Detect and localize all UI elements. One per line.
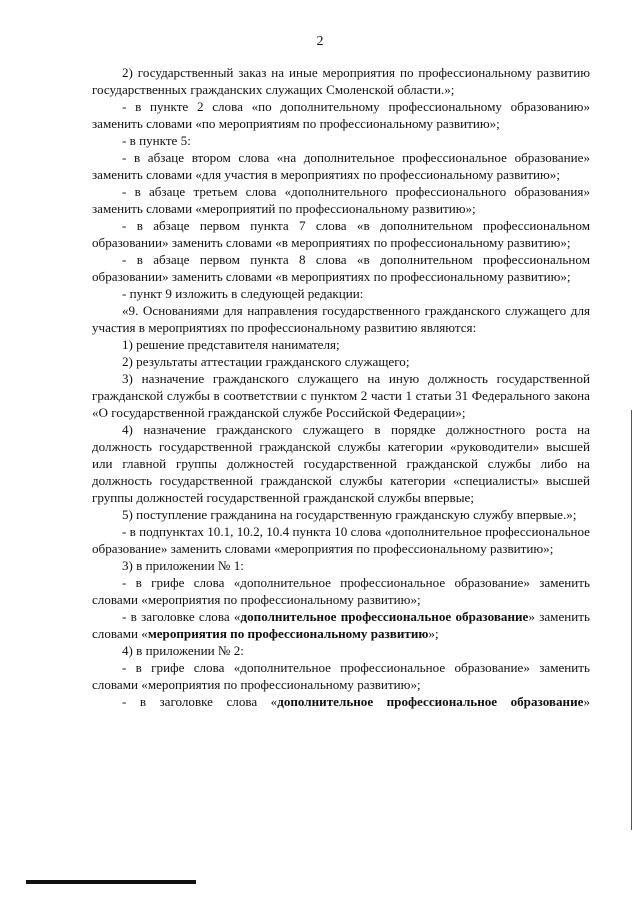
paragraph: - в пункте 2 слова «по дополнительному профессиональному образованию» заменить словами «по мероприятиям по профессиональному развитию»; (92, 99, 594, 131)
paragraph: - в абзаце первом пункта 8 слова «в дополнительном профессиональном образовании» заменить словами «в мероприятиях по профессиональному развитию»; (92, 252, 594, 284)
paragraph: 1) решение представителя нанимателя; (122, 337, 340, 352)
bold-text: дополнительное профессиональное образование (240, 609, 529, 624)
text-span: - в заголовке слова « (122, 609, 241, 624)
bold-text: дополнительное профессиональное образование (277, 694, 584, 709)
paragraph: 3) в приложении № 1: (122, 558, 244, 573)
paragraph (92, 608, 594, 642)
scan-bottom-mark (26, 880, 196, 884)
paragraph: «9. Основаниями для направления государственного гражданского служащего для участия в мероприятиях по профессиональному развитию являются: (92, 303, 594, 335)
bold-text: мероприятия по профессиональному развитию (147, 626, 429, 641)
paragraph: - в абзаце третьем слова «дополнительного профессионального образования» заменить словами «мероприятий по профессиональному развитию»; (92, 184, 594, 216)
page-number: 2 (316, 34, 324, 49)
paragraph: - в подпунктах 10.1, 10.2, 10.4 пункта 10 слова «дополнительное профессиональное образование» заменить словами «мероприятия по профессиональному развитию»; (92, 524, 594, 556)
paragraph: - в абзаце первом пункта 7 слова «в дополнительном профессиональном образовании» заменить словами «в мероприятиях по профессиональному развитию»; (92, 218, 594, 250)
paragraph: 2) государственный заказ на иные мероприятия по профессиональному развитию государственных гражданских служащих Смоленской области.»; (92, 65, 594, 97)
document-body (92, 64, 594, 710)
scan-edge-line (631, 410, 632, 830)
paragraph: - в грифе слова «дополнительное профессиональное образование» заменить словами «мероприятия по профессиональному развитию»; (92, 575, 594, 607)
paragraph: 5) поступление гражданина на государственную гражданскую службу впервые.»; (122, 507, 577, 522)
paragraph: 3) назначение гражданского служащего на иную должность государственной гражданской службы в соответствии с пунктом 2 части 1 статьи 31 Федерального закона «О государственной гражданской службе Российской Федерации»; (92, 371, 594, 420)
text-span: - в заголовке слова « (122, 694, 278, 709)
paragraph: - пункт 9 изложить в следующей редакции: (122, 286, 364, 301)
paragraph (92, 693, 590, 710)
paragraph: 2) результаты аттестации гражданского служащего; (122, 354, 410, 369)
paragraph: - в абзаце втором слова «на дополнительное профессиональное образование» заменить словами «для участия в мероприятиях по профессиональному развитию»; (92, 150, 594, 182)
text-span: » заменить словами « (92, 609, 594, 641)
paragraph: 4) назначение гражданского служащего в порядке должностного роста на должность государственной гражданской службы категории «руководители» высшей или главной группы должностей государственной гражданской службы либо на должность государственной гражданской службы категории «специалисты» высшей группы должностей государственной гражданской службы впервые; (92, 422, 594, 505)
paragraph: - в грифе слова «дополнительное профессиональное образование» заменить словами «мероприятия по профессиональному развитию»; (92, 660, 594, 692)
paragraph: - в пункте 5: (122, 133, 191, 148)
paragraph: 4) в приложении № 2: (122, 643, 244, 658)
text-span: »; (428, 626, 439, 641)
text-span: » (583, 694, 590, 709)
